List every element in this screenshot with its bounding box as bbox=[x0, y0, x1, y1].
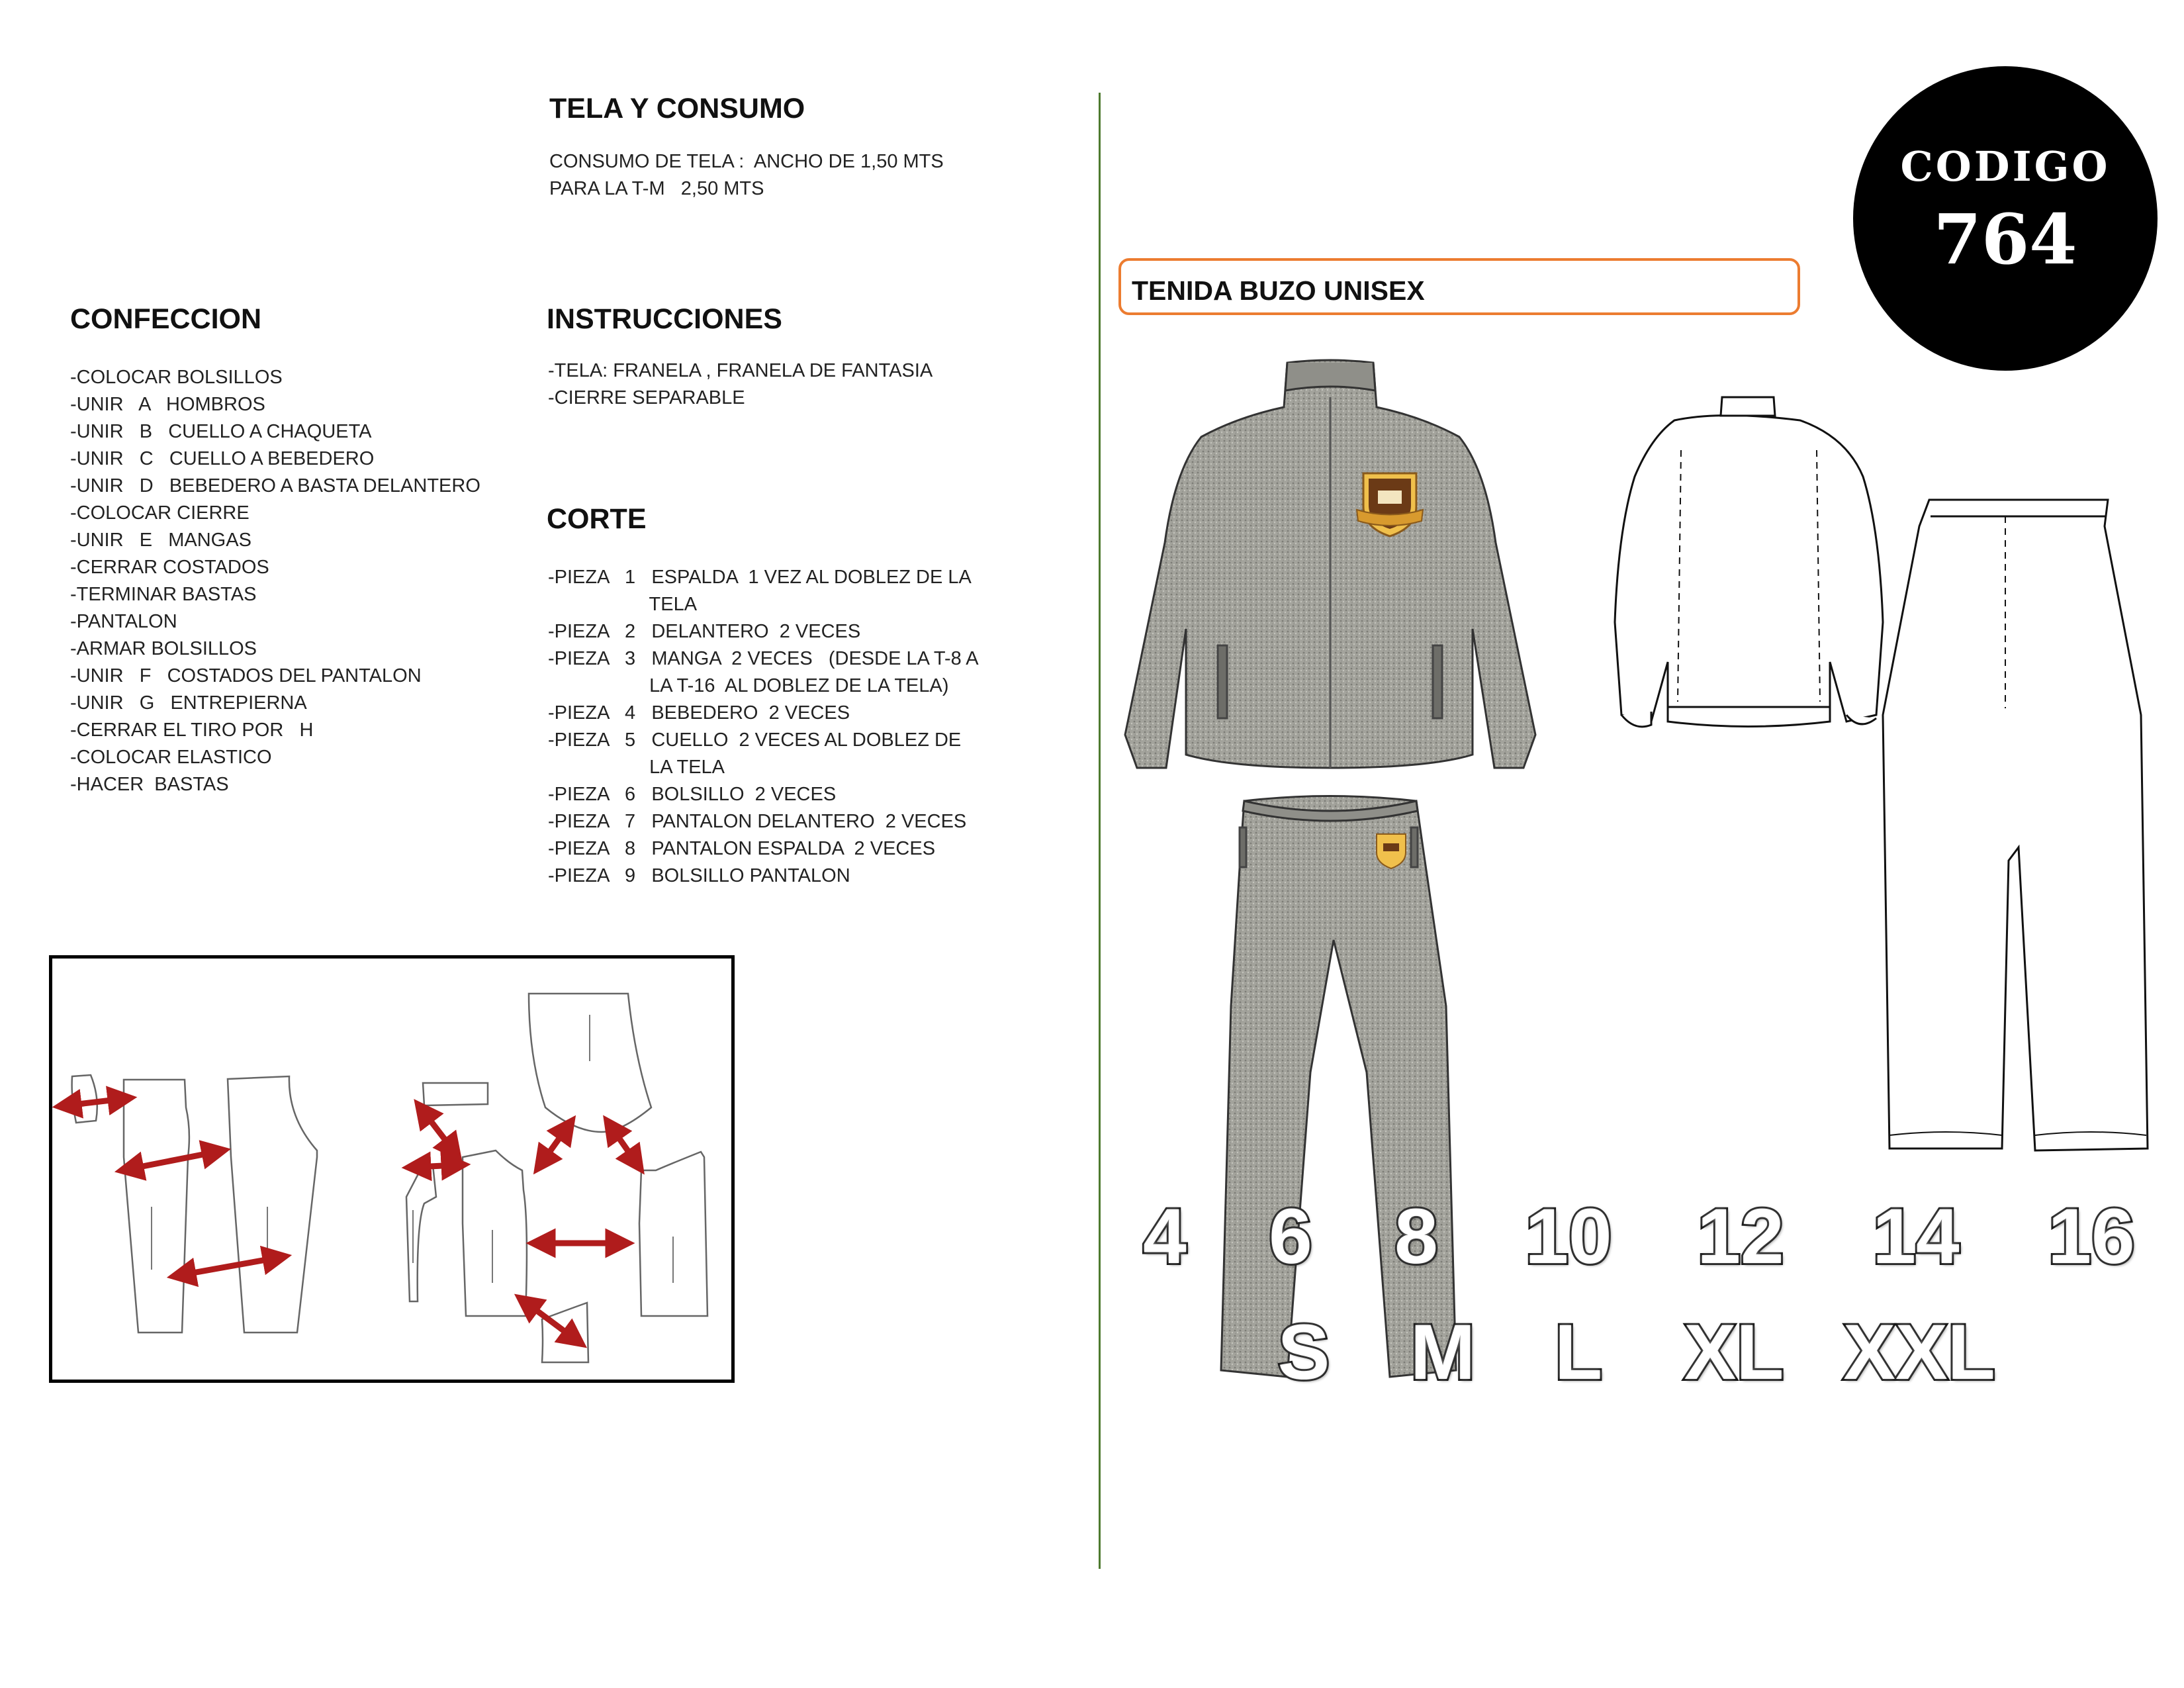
cutting-line: LA TELA bbox=[548, 757, 725, 778]
product-title: TENIDA BUZO UNISEX bbox=[1132, 275, 1425, 306]
cutting-line: -PIEZA 9 BOLSILLO PANTALON bbox=[548, 865, 850, 886]
confection-step: -UNIR G ENTREPIERNA bbox=[70, 692, 307, 714]
confection-step: -HACER BASTAS bbox=[70, 774, 229, 795]
confection-step: -ARMAR BOLSILLOS bbox=[70, 638, 257, 659]
size-l: L bbox=[1554, 1309, 1603, 1396]
confection-step: -UNIR B CUELLO A CHAQUETA bbox=[70, 421, 372, 442]
size-6: 6 bbox=[1269, 1193, 1312, 1280]
cutting-line: -PIEZA 6 BOLSILLO 2 VECES bbox=[548, 784, 837, 805]
confection-step: -UNIR D BEBEDERO A BASTA DELANTERO bbox=[70, 475, 480, 496]
confection-step: -UNIR A HOMBROS bbox=[70, 394, 265, 415]
confection-step: -COLOCAR ELASTICO bbox=[70, 747, 272, 768]
instructions-line-1: -TELA: FRANELA , FRANELA DE FANTASIA bbox=[548, 360, 933, 381]
size-10: 10 bbox=[1525, 1193, 1612, 1280]
confection-step: -UNIR E MANGAS bbox=[70, 530, 251, 551]
size-12: 12 bbox=[1697, 1193, 1784, 1280]
cutting-line: LA T-16 AL DOBLEZ DE LA TELA) bbox=[548, 675, 949, 696]
confection-step: -PANTALON bbox=[70, 611, 177, 632]
size-s: S bbox=[1277, 1309, 1330, 1396]
size-xl: XL bbox=[1684, 1309, 1784, 1396]
confection-step: -CERRAR EL TIRO POR H bbox=[70, 720, 314, 741]
confection-step: -COLOCAR BOLSILLOS bbox=[70, 367, 283, 388]
instructions-heading: INSTRUCCIONES bbox=[547, 303, 782, 335]
fabric-heading: TELA Y CONSUMO bbox=[549, 93, 805, 124]
size-16: 16 bbox=[2048, 1193, 2135, 1280]
cutting-line: -PIEZA 5 CUELLO 2 VECES AL DOBLEZ DE bbox=[548, 729, 962, 751]
size-4: 4 bbox=[1143, 1193, 1187, 1280]
confection-step: -COLOCAR CIERRE bbox=[70, 502, 250, 524]
size-8: 8 bbox=[1394, 1193, 1438, 1280]
size-xxl: XXL bbox=[1843, 1309, 1995, 1396]
instructions-line-2: -CIERRE SEPARABLE bbox=[548, 387, 745, 408]
confection-heading: CONFECCION bbox=[70, 303, 262, 335]
size-m: M bbox=[1410, 1309, 1476, 1396]
product-code-value: 764 bbox=[1933, 199, 2077, 280]
cutting-line: -PIEZA 8 PANTALON ESPALDA 2 VECES bbox=[548, 838, 936, 859]
fabric-line-1: CONSUMO DE TELA : ANCHO DE 1,50 MTS bbox=[549, 151, 944, 172]
confection-step: -CERRAR COSTADOS bbox=[70, 557, 269, 578]
cutting-line: -PIEZA 2 DELANTERO 2 VECES bbox=[548, 621, 861, 642]
cutting-line: -PIEZA 1 ESPALDA 1 VEZ AL DOBLEZ DE LA bbox=[548, 567, 972, 588]
cutting-line: -PIEZA 3 MANGA 2 VECES (DESDE LA T-8 A bbox=[548, 648, 979, 669]
size-14: 14 bbox=[1872, 1193, 1960, 1280]
cutting-heading: CORTE bbox=[547, 503, 647, 535]
confection-step: -TERMINAR BASTAS bbox=[70, 584, 257, 605]
cutting-line: -PIEZA 7 PANTALON DELANTERO 2 VECES bbox=[548, 811, 967, 832]
cutting-line: TELA bbox=[548, 594, 698, 615]
product-code-label: CODIGO bbox=[1900, 142, 2111, 191]
cutting-line: -PIEZA 4 BEBEDERO 2 VECES bbox=[548, 702, 850, 724]
confection-step: -UNIR F COSTADOS DEL PANTALON bbox=[70, 665, 422, 686]
confection-step: -UNIR C CUELLO A BEBEDERO bbox=[70, 448, 375, 469]
fabric-line-2: PARA LA T-M 2,50 MTS bbox=[549, 178, 764, 199]
